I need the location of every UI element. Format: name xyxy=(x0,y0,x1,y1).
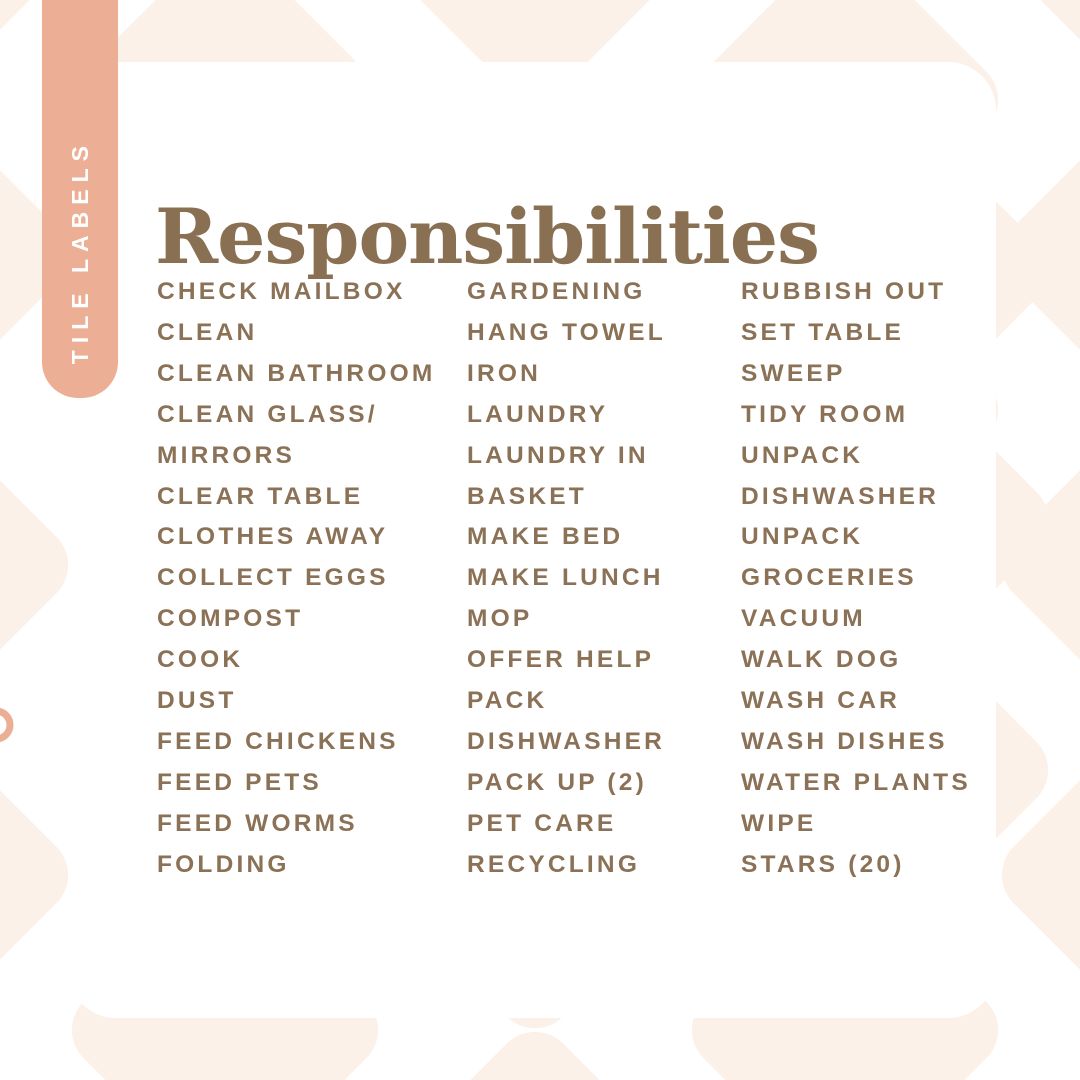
chore-line: HANG TOWEL xyxy=(467,318,666,346)
chore-column-3 xyxy=(741,272,971,886)
chore-line: MAKE BED xyxy=(467,523,624,551)
chore-line: WASH CAR xyxy=(741,687,900,715)
chore-line: FEED CHICKENS xyxy=(157,727,399,755)
chore-line: CLOTHES AWAY xyxy=(157,523,389,551)
chore-line: TIDY ROOM xyxy=(741,400,909,428)
chore-line: WASH DISHES xyxy=(741,727,948,755)
tile-labels-tab-label: TILE LABELS xyxy=(66,138,93,364)
chore-line: CHECK MAILBOX xyxy=(157,278,406,305)
chore-line: SET TABLE xyxy=(741,318,905,346)
chore-line: DUST xyxy=(157,687,237,715)
chore-line: FEED PETS xyxy=(157,768,322,796)
chore-line: CLEAN xyxy=(157,318,258,346)
chore-line: OFFER HELP xyxy=(467,646,655,674)
chore-line: UNPACK xyxy=(741,441,864,469)
chore-line: PACK UP (2) xyxy=(467,768,647,796)
chore-line: WATER PLANTS xyxy=(741,768,971,796)
chore-line: CLEAR TABLE xyxy=(157,482,364,510)
chore-line: PET CARE xyxy=(467,809,617,837)
chore-line: IRON xyxy=(467,359,542,387)
chore-column-1 xyxy=(157,272,435,886)
page-title: Responsibilities xyxy=(155,191,819,281)
chore-line: MIRRORS xyxy=(157,441,296,469)
chore-line: FEED WORMS xyxy=(157,809,358,837)
chore-line: SWEEP xyxy=(741,359,846,387)
chore-line: STARS (20) xyxy=(741,850,905,878)
chore-column-2 xyxy=(467,272,666,886)
chore-line: GROCERIES xyxy=(741,564,917,592)
chore-line: COOK xyxy=(157,646,244,674)
chore-line: CLEAN BATHROOM xyxy=(157,359,436,387)
chore-line: RECYCLING xyxy=(467,850,641,878)
chore-line: PACK xyxy=(467,687,548,715)
chore-line: WIPE xyxy=(741,809,817,837)
chore-line: RUBBISH OUT xyxy=(741,278,947,305)
chore-line: MOP xyxy=(467,605,533,633)
chore-line: MAKE LUNCH xyxy=(467,564,664,592)
chore-line: COMPOST xyxy=(157,605,304,633)
chore-line: DISHWASHER xyxy=(741,482,940,510)
chore-line: GARDENING xyxy=(467,278,646,305)
chore-line: FOLDING xyxy=(157,850,290,878)
chore-line: LAUNDRY IN xyxy=(467,441,649,469)
chore-line: LAUNDRY xyxy=(467,400,609,428)
chore-line: VACUUM xyxy=(741,605,866,633)
chore-line: COLLECT EGGS xyxy=(157,564,389,592)
chore-line: DISHWASHER xyxy=(467,727,666,755)
chore-line: UNPACK xyxy=(741,523,864,551)
chore-line: CLEAN GLASS/ xyxy=(157,400,378,428)
chore-line: WALK DOG xyxy=(741,646,902,674)
chore-line: BASKET xyxy=(467,482,587,510)
